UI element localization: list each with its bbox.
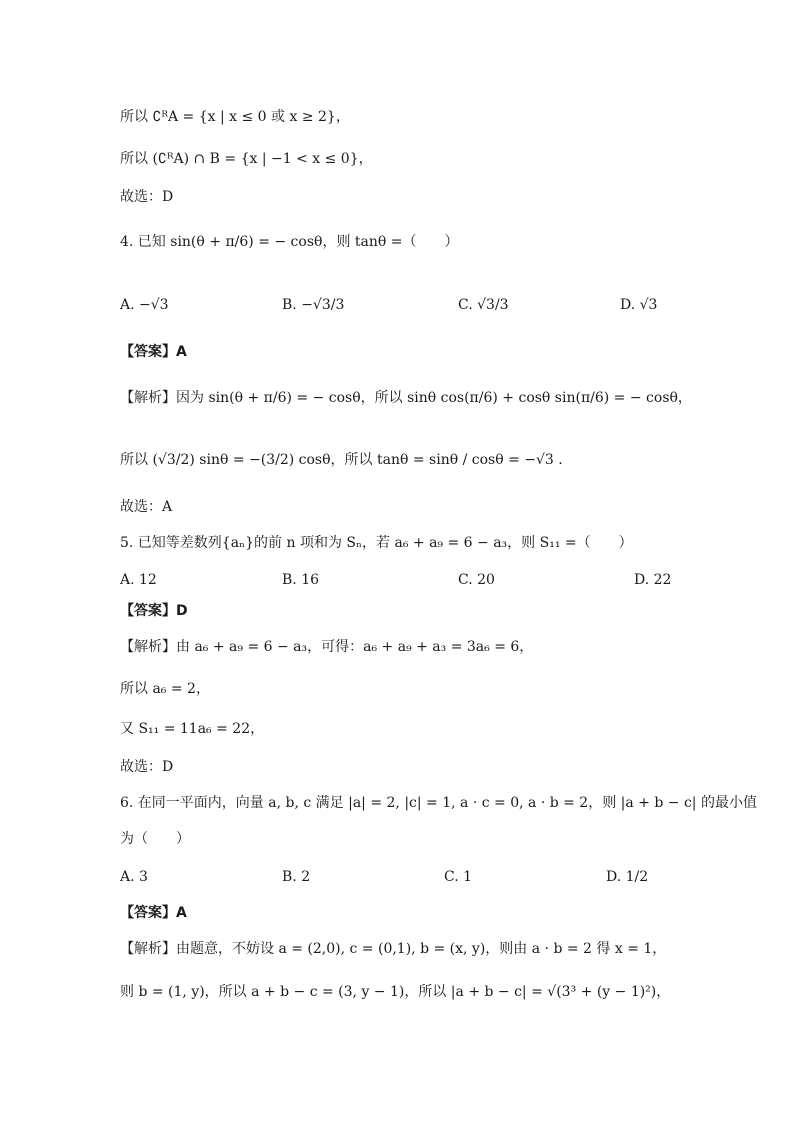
text-line: 故选：D	[120, 189, 174, 205]
q6-option-a: A. 3	[120, 869, 148, 885]
q6-answer: 【答案】A	[120, 905, 187, 921]
question-5: 5. 已知等差数列{aₙ}的前 n 项和为 Sₙ，若 a₆ + a₉ = 6 − a₃，则 S₁₁ =（ ）	[120, 535, 633, 551]
q5-solution: 【解析】由 a₆ + a₉ = 6 − a₃，可得：a₆ + a₉ + a₃ = 3a₆ = 6，	[120, 639, 534, 655]
q6-option-d: D. 1/2	[606, 869, 649, 885]
q5-answer: 【答案】D	[120, 603, 188, 619]
q5-choose: 故选：D	[120, 759, 174, 775]
q5-solution: 又 S₁₁ = 11a₆ = 22，	[120, 721, 265, 737]
text-line: 所以 ∁ᴿA = {x | x ≤ 0 或 x ≥ 2}，	[120, 109, 350, 125]
q6-solution: 则 b = (1, y)，所以 a + b − c = (3, y − 1)，所以 |a + b − c| = √(3³ + (y − 1)²)，	[120, 984, 671, 1000]
text-line: 所以 (∁ᴿA) ∩ B = {x | −1 < x ≤ 0}，	[120, 151, 373, 167]
q4-solution: 所以 (√3/2) sinθ = −(3/2) cosθ，所以 tanθ = sinθ / cosθ = −√3 .	[120, 452, 563, 468]
q4-option-c: C. √3/3	[458, 297, 509, 313]
q6-option-b: B. 2	[282, 869, 311, 885]
question-6: 为（ ）	[120, 831, 190, 847]
q4-option-d: D. √3	[620, 297, 658, 313]
q5-option-c: C. 20	[458, 572, 495, 588]
question-6: 6. 在同一平面内，向量 a, b, c 满足 |a| = 2, |c| = 1, a · c = 0, a · b = 2，则 |a + b − c| 的最小值	[120, 795, 757, 811]
q6-solution: 【解析】由题意，不妨设 a = (2,0), c = (0,1), b = (x, y)，则由 a · b = 2 得 x = 1，	[120, 941, 667, 957]
q4-answer: 【答案】A	[120, 344, 187, 360]
q5-solution: 所以 a₆ = 2，	[120, 681, 210, 697]
q4-option-a: A. −√3	[120, 297, 169, 313]
question-4: 4. 已知 sin(θ + π/6) = − cosθ，则 tanθ =（ ）	[120, 234, 459, 250]
q4-option-b: B. −√3/3	[282, 297, 345, 313]
q4-solution: 【解析】因为 sin(θ + π/6) = − cosθ，所以 sinθ cos(π/6) + cosθ sin(π/6) = − cosθ，	[120, 390, 692, 406]
q4-choose: 故选：A	[120, 499, 173, 515]
q5-option-a: A. 12	[120, 572, 157, 588]
q5-option-d: D. 22	[634, 572, 672, 588]
q5-option-b: B. 16	[282, 572, 320, 588]
q6-option-c: C. 1	[444, 869, 473, 885]
